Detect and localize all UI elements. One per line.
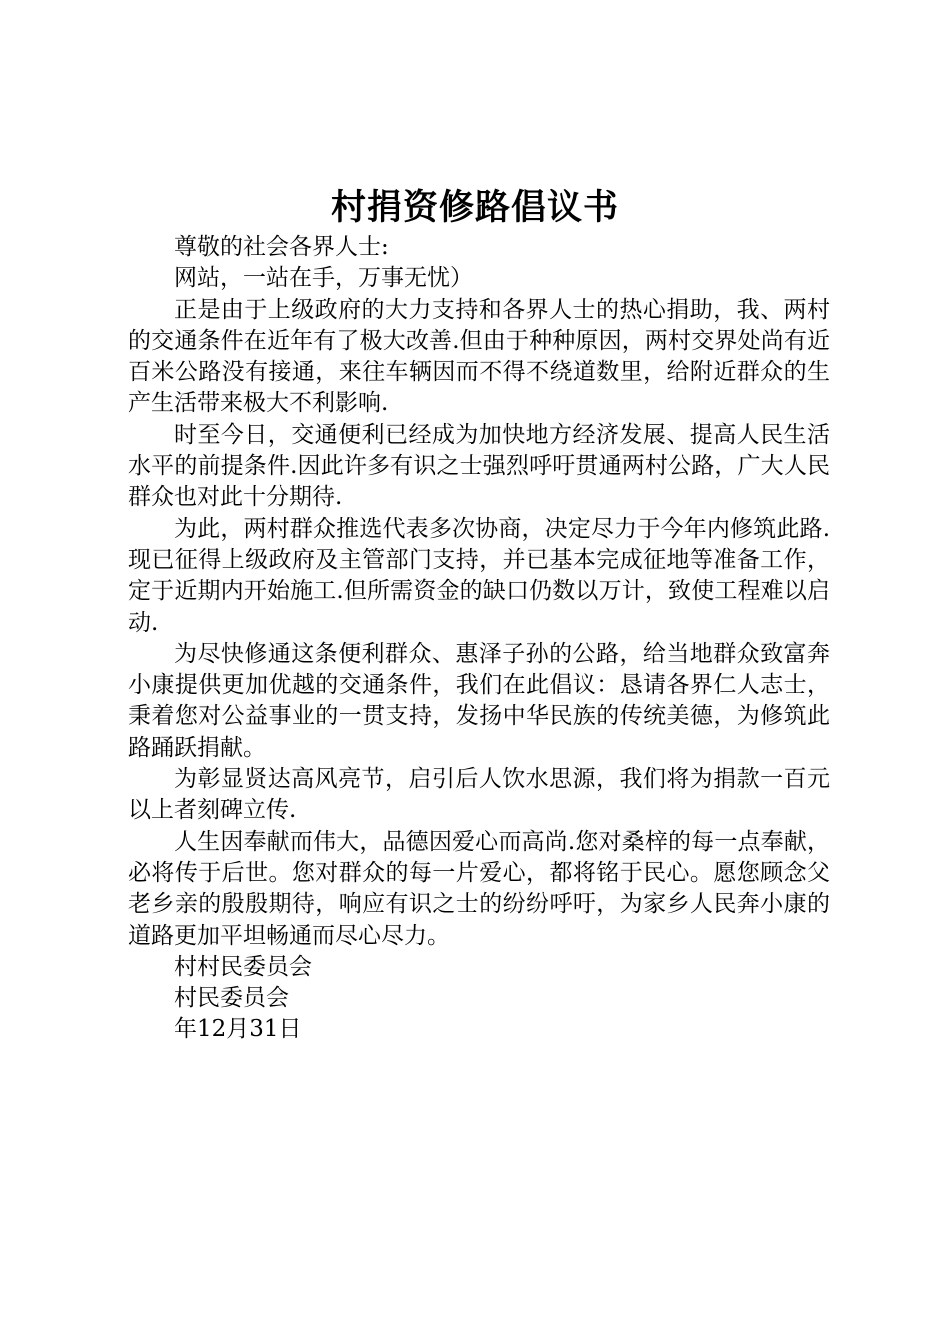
paragraph: 为此，两村群众推选代表多次协商，决定尽力于今年内修筑此路.现已征得上级政府及主管部门支持，并已基本完成征地等准备工作，定于近期内开始施工.但所需资金的缺口仍数以万计，致使工程难以启动.: [128, 515, 830, 636]
paragraph: 正是由于上级政府的大力支持和各界人士的热心捐助，我、两村的交通条件在近年有了极大改善.但由于种种原因，两村交界处尚有近百米公路没有接通，来往车辆因而不得不绕道数里，给附近群众的生产生活带来极大不利影响.: [128, 296, 830, 417]
signature-line: 村村民委员会: [174, 953, 312, 980]
paragraph: 为彰显贤达高风亮节，启引后人饮水思源，我们将为捐款一百元以上者刻碑立传.: [128, 766, 830, 824]
paragraph: 为尽快修通这条便利群众、惠泽子孙的公路，给当地群众致富奔小康提供更加优越的交通条件，我们在此倡议：恳请各界仁人志士，秉着您对公益事业的一贯支持，发扬中华民族的传统美德，为修筑此路踊跃捐献。: [128, 640, 830, 761]
document-body: [128, 232, 830, 1046]
document-title: 村捐资修路倡议书: [330, 188, 619, 228]
paragraph: 网站，一站在手，万事无忧）: [174, 265, 473, 292]
salutation: 尊敬的社会各界人士:: [174, 234, 389, 260]
paragraph: 人生因奉献而伟大，品德因爱心而高尚.您对桑梓的每一点奉献，必将传于后世。您对群众的每一片爱心，都将铭于民心。愿您顾念父老乡亲的殷殷期待，响应有识之士的纷纷呼吁，为家乡人民奔小康的道路更加平坦畅通而尽心尽力。: [128, 828, 830, 949]
signature-line: 村民委员会: [174, 985, 289, 1012]
date-line: 年12月31日: [174, 1016, 302, 1043]
paragraph: 时至今日，交通便利已经成为加快地方经济发展、提高人民生活水平的前提条件.因此许多有识之士强烈呼吁贯通两村公路，广大人民群众也对此十分期待.: [128, 421, 830, 511]
